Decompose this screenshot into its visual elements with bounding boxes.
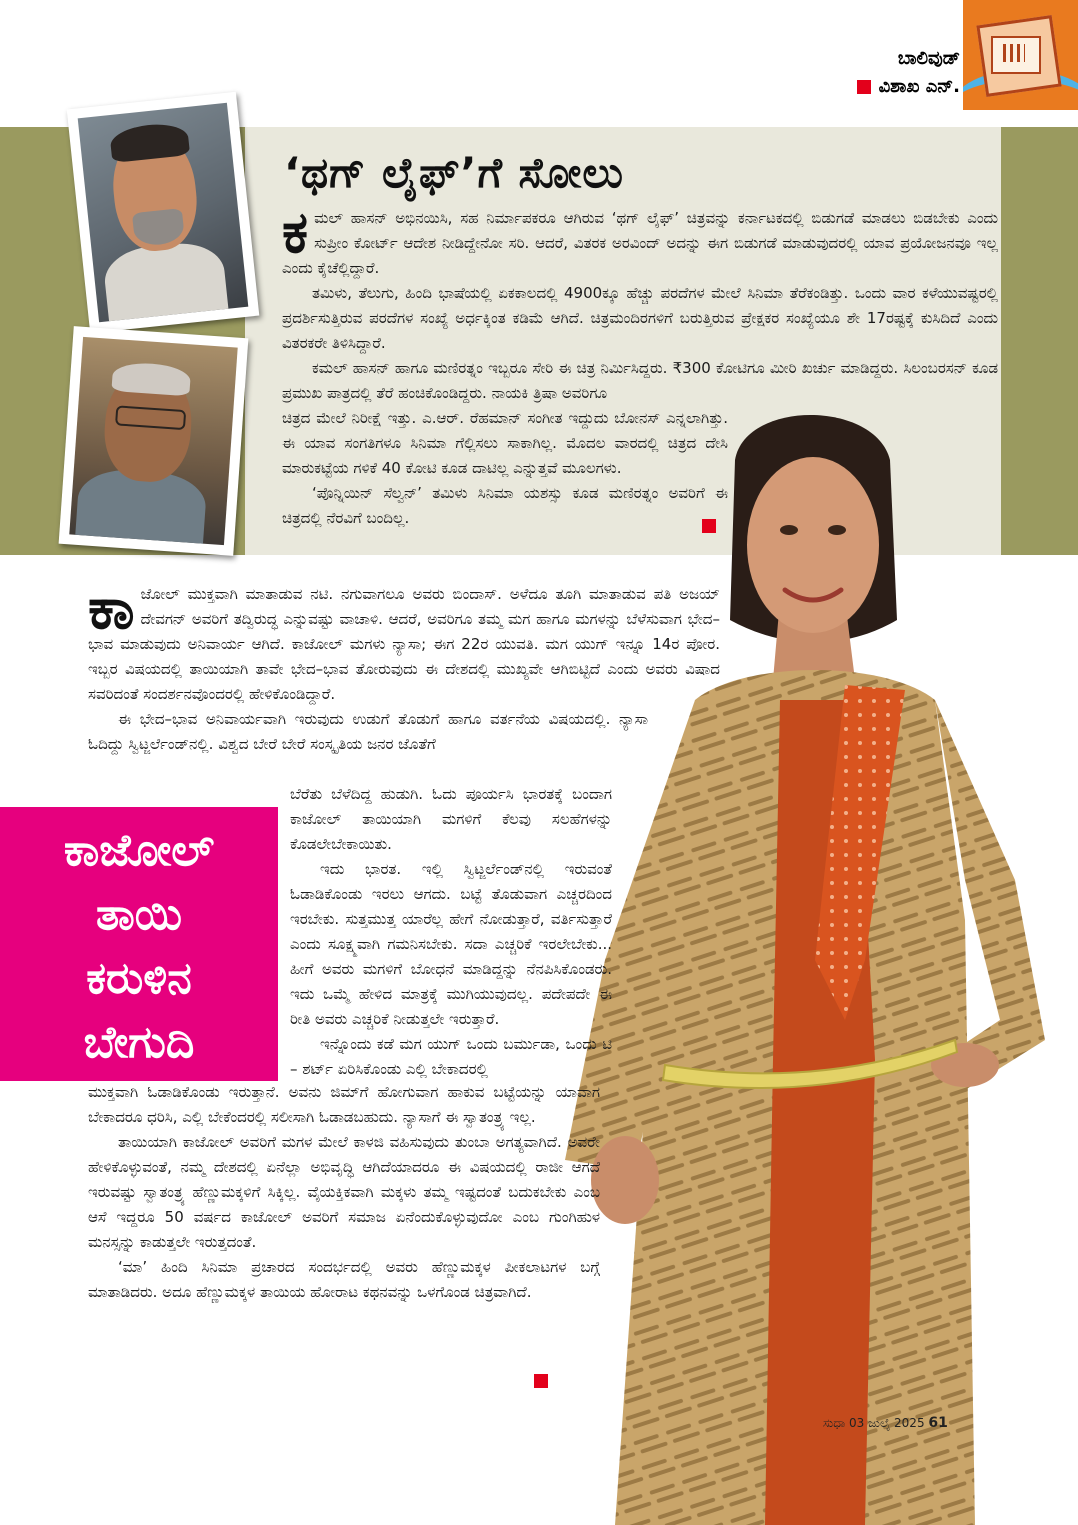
shirt-shape — [102, 239, 230, 322]
kajol-article-top — [88, 574, 720, 757]
headline-line: ಬೇಗುದಿ — [83, 1017, 195, 1068]
drop-cap: ಕಾ — [88, 574, 135, 642]
headline-line: ತಾಯಿ — [95, 889, 183, 940]
paragraph-text: ಮಲ್ ಹಾಸನ್ ಅಭಿನಯಿಸಿ, ಸಹ ನಿರ್ಮಾಪಕರೂ ಆಗಿರುವ ‘ಥಗ್ ಲೈಫ್’ ಚಿತ್ರವನ್ನು ಕರ್ನಾಟಕದಲ್ಲಿ ಬಿಡುಗಡೆ ಮಾಡಲು ಬಿಡಬೇಕು ಎಂದು ಸುಪ್ರೀಂ ಕೋರ್ಟ್ ಆದೇಶ ನೀಡಿದ್ದೇನೋ ಸರಿ. ಆದರೆ, ವಿತರಕ ಅರವಿಂದ್ ಅದನ್ನು ಈಗ ಬಿಡುಗಡೆ ಮಾಡುವುದರಲ್ಲಿ ಯಾವ ಪ್ರಯೋಜನವೂ ಇಲ್ಲ ಎಂದು ಕೈಚೆಲ್ಲಿದ್ದಾರೆ. — [282, 209, 998, 277]
photo-kajol — [545, 400, 1078, 1525]
kajol-article-column — [290, 782, 612, 1082]
page-number: 61 — [928, 1415, 948, 1431]
paragraph: ಇನ್ನೊಂದು ಕಡೆ ಮಗ ಯುಗ್ ಒಂದು ಬರ್ಮುಡಾ, ಒಂದು ಟಿ – ಶರ್ಟ್ ಏರಿಸಿಕೊಂಡು ಎಲ್ಲಿ ಬೇಕಾದರಲ್ಲಿ — [290, 1035, 612, 1078]
paragraph: ಇದು ಭಾರತ. ಇಲ್ಲಿ ಸ್ವಿಟ್ಜರ್ಲೆಂಡ್‌ನಲ್ಲಿ ಇರುವಂತೆ ಓಡಾಡಿಕೊಂಡು ಇರಲು ಆಗದು. ಬಟ್ಟೆ ತೊಡುವಾಗ ಎಚ್ಚರದಿಂದ ಇರಬೇಕು. ಸುತ್ತಮುತ್ತ ಯಾರೆಲ್ಲ ಹೇಗೆ ನೋಡುತ್ತಾರೆ, ವರ್ತಿಸುತ್ತಾರೆ ಎಂದು ಸೂಕ್ಷ್ಮವಾಗಿ ಗಮನಿಸಬೇಕು. ಸದಾ ಎಚ್ಚರಿಕೆ ಇರಲೇಬೇಕು... ಹೀಗೆ ಅವರು ಮಗಳಿಗೆ ಬೋಧನೆ ಮಾಡಿದ್ದನ್ನು ನೆನಪಿಸಿಕೊಂಡರು. ಇದು ಒಮ್ಮೆ ಹೇಳಿದ ಮಾತ್ರಕ್ಕೆ ಮುಗಿಯುವುದಲ್ಲ. ಪದೇಪದೇ ಈ ರೀತಿ ಅವರು ಎಚ್ಚರಿಕೆ ನೀಡುತ್ತಲೇ ಇರುತ್ತಾರೆ. — [290, 860, 612, 1028]
eye-right — [828, 525, 846, 535]
movie-camera-icon — [963, 0, 1078, 110]
kajol-article-bottom — [88, 1080, 600, 1305]
paragraph: ‘ಮಾ’ ಹಿಂದಿ ಸಿನಿಮಾ ಪ್ರಚಾರದ ಸಂದರ್ಭದಲ್ಲಿ ಅವರು ಹೆಣ್ಣುಮಕ್ಕಳ ಪೀಕಲಾಟಗಳ ಬಗ್ಗೆ ಮಾತಾಡಿದರು. ಅದೂ ಹೆಣ್ಣುಮಕ್ಕಳ ತಾಯಿಯ ಹೋರಾಟ ಕಥನವನ್ನು ಒಳಗೊಂಡ ಚಿತ್ರವಾಗಿದೆ. — [88, 1258, 600, 1301]
paragraph-text: ಜೋಲ್ ಮುಕ್ತವಾಗಿ ಮಾತಾಡುವ ನಟಿ. ನಗುವಾಗಲೂ ಅವರು ಬಿಂದಾಸ್. ಅಳೆದೂ ತೂಗಿ ಮಾತಾಡುವ ಪತಿ ಅಜಯ್ ದೇವಗನ್ ಅವರಿಗೆ ತದ್ವಿರುದ್ಧ ಎನ್ನುವಷ್ಟು ವಾಚಾಳಿ. ಆದರೆ, ಅವರಿಗೂ ತಮ್ಮ ಮಗ ಹಾಗೂ ಮಗಳನ್ನು ಬೆಳೆಸುವಾಗ ಭೇದ–ಭಾವ ಮಾಡುವುದು ಅನಿವಾರ್ಯ ಆಗಿದೆ. ಕಾಜೋಲ್ ಮಗಳು ನ್ಯಾಸಾ; ಈಗ 22ರ ಯುವತಿ. ಮಗ ಯುಗ್ ಇನ್ನೂ 14ರ ಪೋರ. ಇಬ್ಬರ ವಿಷಯದಲ್ಲಿ ತಾಯಿಯಾಗಿ ತಾವೇ ಭೇದ–ಭಾವ ತೋರುವುದು ಈ ದೇಶದಲ್ಲಿ ಮುಖ್ಯವೇ ಆಗಿಬಿಟ್ಟಿದೆ ಎಂದು ಅವರು ವಿಷಾದ ಸವರಿದಂತೆ ಸಂದರ್ಶನವೊಂದರಲ್ಲಿ ಹೇಳಿಕೊಂಡಿದ್ದಾರೆ. — [88, 585, 720, 703]
paragraph — [282, 198, 998, 281]
paragraph: ತಾಯಿಯಾಗಿ ಕಾಜೋಲ್ ಅವರಿಗೆ ಮಗಳ ಮೇಲೆ ಕಾಳಜಿ ವಹಿಸುವುದು ತುಂಬಾ ಅಗತ್ಯವಾಗಿದೆ. ಅವರೇ ಹೇಳಿಕೊಳ್ಳುವಂತೆ, ನಮ್ಮ ದೇಶದಲ್ಲಿ ಏನೆಲ್ಲಾ ಅಭಿವೃದ್ಧಿ ಆಗಿದೆಯಾದರೂ ಈ ವಿಷಯದಲ್ಲಿ ರಾಜೀ ಆಗದೆ ಇರುವಷ್ಟು ಸ್ವಾತಂತ್ರ್ಯ ಹೆಣ್ಣುಮಕ್ಕಳಿಗೆ ಸಿಕ್ಕಿಲ್ಲ. ವೈಯಕ್ತಿಕವಾಗಿ ಮಕ್ಕಳು ತಮ್ಮ ಇಷ್ಟದಂತೆ ಬದುಕಬೇಕು ಎಂಬ ಆಸೆ ಇದ್ದರೂ 50 ವರ್ಷದ ಕಾಜೋಲ್ ಅವರಿಗೆ ಸಮಾಜ ಏನೆಂದುಕೊಳ್ಳುವುದೋ ಎಂಬ ಗುಂಗಿಹುಳ ಮನಸ್ಸನ್ನು ಕಾಡುತ್ತಲೇ ಇರುತ್ತದಂತೆ. — [88, 1133, 600, 1251]
paragraph: ಚಿತ್ರದ ಮೇಲೆ ನಿರೀಕ್ಷೆ ಇತ್ತು. ಎ.ಆರ್. ರೆಹಮಾನ್ ಸಂಗೀತ ಇದ್ದುದು ಬೋನಸ್ ಎನ್ನಲಾಗಿತ್ತು. ಈ ಯಾವ ಸಂಗತಿಗಳೂ ಸಿನಿಮಾ ಗೆಲ್ಲಿಸಲು ಸಾಕಾಗಿಲ್ಲ. ಮೊದಲ ವಾರದಲ್ಲಿ ಚಿತ್ರದ ದೇಸಿ ಮಾರುಕಟ್ಟೆಯ ಗಳಿಕೆ 40 ಕೋಟಿ ಕೂಡ ದಾಟಿಲ್ಲ ಎನ್ನುತ್ತವೆ ಮೂಲಗಳು. — [282, 409, 728, 477]
paragraph: ಕಮಲ್ ಹಾಸನ್ ಹಾಗೂ ಮಣಿರತ್ನಂ ಇಬ್ಬರೂ ಸೇರಿ ಈ ಚಿತ್ರ ನಿರ್ಮಿಸಿದ್ದರು. ₹300 ಕೋಟಿಗೂ ಮೀರಿ ಖರ್ಚು ಮಾಡಿದ್ದರು. ಸಿಲಂಬರಸನ್ ಕೂಡ ಪ್ರಮುಖ ಪಾತ್ರದಲ್ಲಿ ತೆರೆ ಹಂಚಿಕೊಂಡಿದ್ದರು. ನಾಯಕಿ ತ್ರಿಷಾ ಅವರಿಗೂ — [282, 359, 998, 402]
hand-shape-left — [591, 1136, 659, 1224]
paragraph: ಈ ಭೇದ–ಭಾವ ಅನಿವಾರ್ಯವಾಗಿ ಇರುವುದು ಉಡುಗೆ ತೊಡುಗೆ ಹಾಗೂ ವರ್ತನೆಯ ವಿಷಯದಲ್ಲಿ. ನ್ಯಾಸಾ ಓದಿದ್ದು ಸ್ವಿಟ್ಜರ್ಲೆಂಡ್‌ನಲ್ಲಿ. ವಿಶ್ವದ ಬೇರೆ ಬೇರೆ ಸಂಸ್ಕೃತಿಯ ಜನರ ಜೊತೆಗೆ — [88, 710, 648, 753]
drop-cap: ಕ — [282, 198, 309, 266]
kajol-headline-box — [0, 807, 278, 1081]
page-footer — [823, 1415, 948, 1431]
headline-line: ಕಾಜೋಲ್ — [63, 825, 215, 876]
red-square-icon — [857, 80, 871, 94]
paragraph: ಬೆರೆತು ಬೆಳೆದಿದ್ದ ಹುಡುಗಿ. ಓದು ಪೂರ್ಯಸಿ ಭಾರತಕ್ಕೆ ಬಂದಾಗ ಕಾಜೋಲ್ ತಾಯಿಯಾಗಿ ಮಗಳಿಗೆ ಕೆಲವು ಸಲಹೆಗಳನ್ನು ಕೊಡಲೇಬೇಕಾಯಿತು. — [290, 785, 612, 853]
author-byline — [857, 76, 960, 97]
section-label: ಬಾಲಿವುಡ್ — [897, 48, 960, 69]
end-mark-icon — [534, 1374, 548, 1388]
issue-date: ಸುಧಾ 03 ಜುಲೈ 2025 — [823, 1416, 925, 1430]
paragraph — [88, 574, 720, 707]
paragraph: ‘ಪೊನ್ನಿಯಿನ್ ಸೆಲ್ವನ್’ ತಮಿಳು ಸಿನಿಮಾ ಯಶಸ್ಸು ಕೂಡ ಮಣಿರತ್ನಂ ಅವರಿಗೆ ಈ ಚಿತ್ರದಲ್ಲಿ ನೆರವಿಗೆ ಬಂದಿಲ್ಲ. — [282, 484, 728, 527]
grey-hair-shape — [111, 361, 191, 396]
photo-kamal-haasan — [67, 92, 260, 334]
paragraph: ತಮಿಳು, ತೆಲುಗು, ಹಿಂದಿ ಭಾಷೆಯಲ್ಲಿ ಏಕಕಾಲದಲ್ಲಿ 4900ಕ್ಕೂ ಹೆಚ್ಚು ಪರದೆಗಳ ಮೇಲೆ ಸಿನಿಮಾ ತೆರೆಕಂಡಿತ್ತು. ಒಂದು ವಾರ ಕಳೆಯುವಷ್ಟರಲ್ಲಿ ಪ್ರದರ್ಶಿಸುತ್ತಿರುವ ಪರದೆಗಳ ಸಂಖ್ಯೆ ಅರ್ಧಕ್ಕಿಂತ ಕಡಿಮೆ ಆಗಿದೆ. ಚಿತ್ರಮಂದಿರಗಳಿಗೆ ಬರುತ್ತಿರುವ ಪ್ರೇಕ್ಷಕರ ಸಂಖ್ಯೆಯೂ ಶೇ 17ರಷ್ಟಕ್ಕೆ ಕುಸಿದಿದೆ ಎಂದು ವಿತರಕರೇ ತಿಳಿಸಿದ್ದಾರೆ. — [282, 284, 998, 352]
camera-body — [991, 36, 1041, 74]
face-shape — [747, 457, 879, 633]
author-name: ವಿಶಾಖ ಎನ್. — [878, 76, 960, 97]
photo-mani-ratnam — [59, 326, 249, 556]
eye-left — [780, 525, 798, 535]
headline-line: ಕರುಳಿನ — [86, 953, 192, 1004]
paragraph: ಮುಕ್ತವಾಗಿ ಓಡಾಡಿಕೊಂಡು ಇರುತ್ತಾನೆ. ಅವನು ಜಿಮ್‌ಗೆ ಹೋಗುವಾಗ ಹಾಕುವ ಬಟ್ಟೆಯನ್ನು ಯಾವಾಗ ಬೇಕಾದರೂ ಧರಿಸಿ, ಎಲ್ಲಿ ಬೇಕೆಂದರಲ್ಲಿ ಸಲೀಸಾಗಿ ಓಡಾಡಬಹುದು. ನ್ಯಾಸಾಗೆ ಈ ಸ್ವಾತಂತ್ರ್ಯ ಇಲ್ಲ. — [88, 1083, 600, 1126]
thug-life-title: ‘ಥಗ್ ಲೈಫ್’ಗೆ ಸೋಲು — [284, 148, 624, 197]
